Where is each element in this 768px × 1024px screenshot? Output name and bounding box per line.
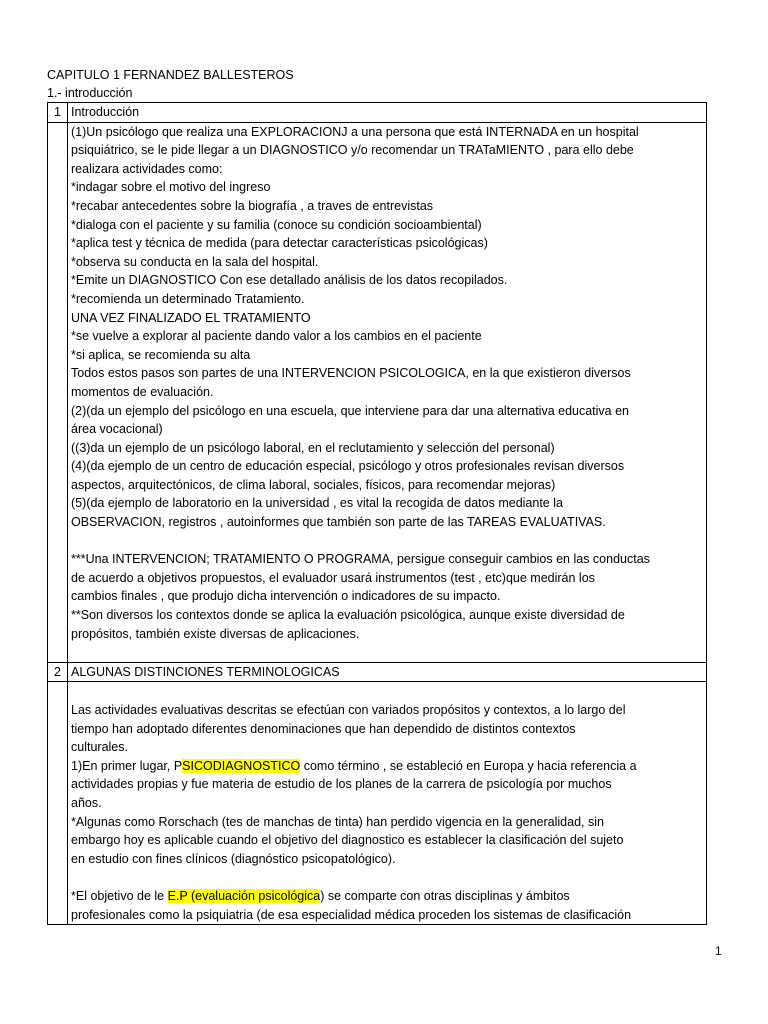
text-line: psiquiátrico, se le pide llegar a un DIAGNOSTICO y/o recomendar un TRATaMIENTO , para ello debe — [71, 143, 634, 158]
content-table — [47, 102, 707, 925]
section-body-row — [48, 682, 707, 925]
highlighted-term: SICODIAGNOSTICO — [182, 758, 301, 773]
text-line: Todos estos pasos son partes de una INTERVENCION PSICOLOGICA, en la que existieron diversos — [71, 366, 631, 381]
text-line: (2)(da un ejemplo del psicólogo en una escuela, que interviene para dar una alternativa educativa en — [71, 403, 630, 418]
section-number: 2 — [48, 662, 68, 682]
text-line: **Son diversos los contextos donde se aplica la evaluación psicológica, aunque existe diversidad de — [71, 608, 625, 623]
text-line: Las actividades evaluativas descritas se efectúan con variados propósitos y contextos, a lo largo del — [71, 703, 626, 717]
document-page — [47, 66, 707, 925]
text-line: embargo hoy es aplicable cuando el objetivo del diagnostico es establecer la clasificación del sujeto — [71, 833, 624, 848]
text-line: *aplica test y técnica de medida (para detectar características psicológicas) — [71, 236, 488, 251]
text-line: *Algunas como Rorschach (tes de manchas de tinta) han perdido vigencia en la generalidad, sin — [71, 814, 604, 829]
text-line: (1)Un psicólogo que realiza una EXPLORACIONJ a una persona que está INTERNADA en un hospital — [71, 124, 639, 139]
section-body-row — [48, 122, 707, 662]
blank-line — [71, 532, 706, 551]
section-body — [68, 122, 707, 662]
section-number-cell — [48, 122, 68, 662]
text-line: en estudio con fines clínicos (diagnóstico psicopatológico). — [71, 851, 396, 866]
text-fragment: 1)En primer lugar, P — [71, 758, 183, 773]
text-line: OBSERVACION, registros , autoinformes que también son parte de las TAREAS EVALUATIVAS. — [71, 515, 606, 530]
text-line: *si aplica, se recomienda su alta — [71, 347, 251, 362]
text-line: (4)(da ejemplo de un centro de educación especial, psicólogo y otros profesionales revisan diversos — [71, 459, 625, 474]
text-line: *Emite un DIAGNOSTICO Con ese detallado análisis de los datos recopilados. — [71, 273, 508, 288]
text-line: años. — [71, 795, 102, 810]
blank-line — [71, 868, 706, 887]
text-line: área vocacional) — [71, 422, 163, 437]
text-line: culturales. — [71, 740, 128, 755]
section-heading: ALGUNAS DISTINCIONES TERMINOLOGICAS — [68, 662, 707, 682]
text-fragment: como término , se estableció en Europa y hacia referencia a — [300, 758, 637, 773]
text-line: de acuerdo a objetivos propuestos, el evaluador usará instrumentos (test , etc)que medirán los — [71, 570, 595, 585]
text-line: UNA VEZ FINALIZADO EL TRATAMIENTO — [71, 310, 311, 325]
section-heading: Introducción — [68, 103, 707, 123]
text-fragment: ) se comparte con otras disciplinas y ámbitos — [320, 888, 570, 903]
text-fragment: *El objetivo de le — [71, 888, 168, 903]
text-line-with-highlight — [71, 757, 706, 776]
blank-line — [71, 643, 706, 662]
text-line: *indagar sobre el motivo del ingreso — [71, 180, 271, 195]
text-line: *observa su conducta en la sala del hospital. — [71, 254, 319, 269]
text-line: *recomienda un determinado Tratamiento. — [71, 291, 305, 306]
section-body — [68, 682, 707, 925]
text-line-with-highlight — [71, 887, 706, 906]
text-line: realizara actividades como: — [71, 161, 223, 176]
text-line: propósitos, también existe diversas de aplicaciones. — [71, 626, 360, 641]
text-line: ((3)da un ejemplo de un psicólogo laboral, en el reclutamiento y selección del personal) — [71, 440, 555, 455]
section-heading-row — [48, 103, 707, 123]
section-number-cell — [48, 682, 68, 925]
document-subtitle: 1.- introducción — [47, 86, 133, 100]
text-line: *dialoga con el paciente y su familia (conoce su condición socioambiental) — [71, 217, 482, 232]
section-number: 1 — [48, 103, 68, 123]
blank-line — [71, 682, 706, 701]
text-line: tiempo han adoptado diferentes denominaciones que han dependido de distintos contextos — [71, 721, 576, 736]
document-title: CAPITULO 1 FERNANDEZ BALLESTEROS — [47, 68, 294, 82]
text-line: *se vuelve a explorar al paciente dando valor a los cambios en el paciente — [71, 329, 482, 344]
highlighted-term: E.P (evaluación psicológica — [167, 888, 321, 903]
text-line: actividades propias y fue materia de estudio de los planes de la carrera de psicología por muchos — [71, 777, 612, 792]
text-line: profesionales como la psiquiatria (de esa especialidad médica proceden los sistemas de clasificación — [71, 907, 632, 922]
text-line: aspectos, arquitectónicos, de clima laboral, sociales, físicos, para recomendar mejoras) — [71, 477, 556, 492]
page-number: 1 — [715, 944, 722, 958]
text-line: ***Una INTERVENCION; TRATAMIENTO O PROGRAMA, persigue conseguir cambios en las conductas — [71, 552, 650, 567]
text-line: momentos de evaluación. — [71, 384, 214, 399]
text-line: (5)(da ejemplo de laboratorio en la universidad , es vital la recogida de datos mediante la — [71, 496, 563, 511]
text-line: *recabar antecedentes sobre la biografía , a traves de entrevistas — [71, 198, 434, 213]
section-heading-row — [48, 662, 707, 682]
text-line: cambios finales , que produjo dicha intervención o indicadores de su impacto. — [71, 589, 501, 604]
